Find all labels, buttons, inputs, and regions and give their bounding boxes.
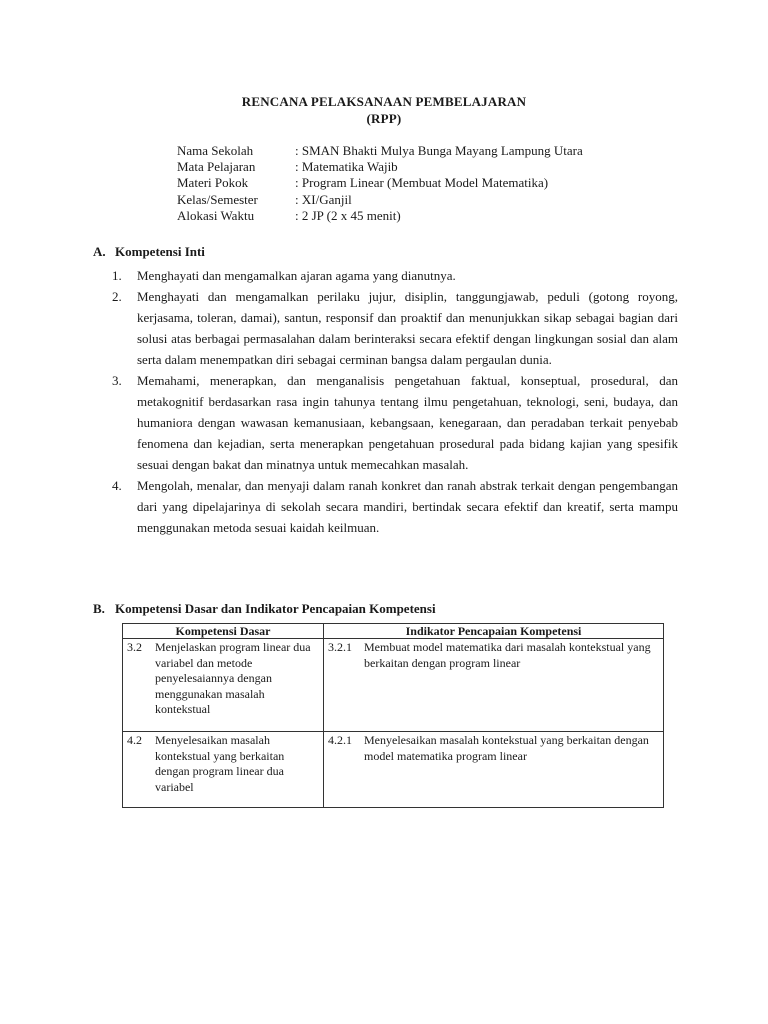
section-title: Kompetensi Inti: [115, 244, 205, 259]
list-number: 2.: [112, 289, 122, 304]
ipk-text: Membuat model matematika dari masalah kontekstual yang berkaitan dengan program linear: [364, 640, 651, 670]
info-row: [177, 192, 583, 208]
list-text: Mengolah, menalar, dan menyaji dalam ranah konkret dan ranah abstrak terkait dengan pengembangan dari yang dipelajarinya di sekolah secara mandiri, bertindak secara efektif dan kreatif, serta mampu menggunakan metoda sesuai kaidah keilmuan.: [137, 478, 678, 535]
document-title: RENCANA PELAKSANAAN PEMBELAJARAN: [241, 94, 527, 109]
section-b-heading: [93, 601, 436, 617]
info-row: [177, 175, 583, 191]
info-label: Materi Pokok: [177, 175, 249, 191]
list-number: 1.: [112, 268, 122, 283]
kd-text: Menjelaskan program linear dua variabel dan metode penyelesaiannya dengan menggunakan masalah kontekstual: [155, 640, 311, 716]
kd-cell: [123, 732, 324, 808]
info-label: Alokasi Waktu: [177, 207, 255, 223]
info-label: Nama Sekolah: [177, 143, 254, 158]
kd-cell: [123, 639, 324, 732]
table-row: [123, 732, 664, 808]
table-header-ipk: Indikator Pencapaian Kompetensi: [324, 624, 664, 639]
kompetensi-inti-list: [112, 265, 678, 538]
list-item: [112, 286, 678, 370]
info-label: Kelas/Semester: [177, 191, 258, 207]
list-text: Memahami, menerapkan, dan menganalisis pengetahuan faktual, konseptual, prosedural, dan metakognitif berdasarkan rasa ingin tahunya tentang ilmu pengetahuan, teknologi, seni, budaya, dan humaniora dengan wawasan kemanusiaan, kebangsaan, kenegaraan, dan peradaban terkait penyebab fenomena dan kejadian, serta menerapkan pengetahuan prosedural pada bidang kajian yang spesifik sesuai dengan bakat dan minatnya untuk memecahkan masalah.: [137, 373, 678, 472]
section-a-heading: [93, 244, 205, 260]
kd-text: Menyelesaikan masalah kontekstual yang berkaitan dengan program linear dua variabel: [155, 733, 285, 794]
ipk-cell: [324, 732, 664, 808]
list-number: 4.: [112, 478, 122, 493]
list-text: Menghayati dan mengamalkan perilaku jujur, disiplin, tanggungjawab, peduli (gotong royong, kerjasama, toleran, damai), santun, responsif dan proaktif dan menunjukkan sikap sebagai bagian dari solusi atas berbagai permasalahan dalam berinteraksi secara efektif dengan lingkungan sosial dan alam serta dalam menempatkan diri sebagai cerminan bangsa dalam pergaulan dunia.: [137, 289, 678, 367]
list-item: [112, 370, 678, 475]
section-letter: A.: [93, 244, 106, 259]
list-text: Menghayati dan mengamalkan ajaran agama yang dianutnya.: [137, 268, 456, 283]
info-value: : Program Linear (Membuat Model Matematika): [295, 175, 549, 191]
info-value: : Matematika Wajib: [295, 159, 398, 175]
info-value: : 2 JP (2 x 45 menit): [295, 207, 401, 223]
ipk-number: 4.2.1: [328, 733, 352, 747]
list-item: [112, 475, 678, 538]
list-item: [112, 265, 678, 286]
section-title: Kompetensi Dasar dan Indikator Pencapaian Kompetensi: [115, 601, 436, 616]
info-label: Mata Pelajaran: [177, 159, 256, 175]
kd-number: 3.2: [127, 640, 142, 654]
ipk-text: Menyelesaikan masalah kontekstual yang berkaitan dengan model matematika program linear: [364, 733, 649, 763]
kd-number: 4.2: [127, 733, 142, 747]
ipk-number: 3.2.1: [328, 640, 352, 654]
info-value: : SMAN Bhakti Mulya Bunga Mayang Lampung Utara: [295, 143, 583, 158]
section-letter: B.: [93, 601, 105, 616]
info-row: [177, 208, 583, 224]
competency-table: [122, 623, 664, 808]
identity-block: [177, 143, 583, 224]
table-header-row: [123, 624, 664, 639]
list-number: 3.: [112, 373, 122, 388]
info-value: : XI/Ganjil: [295, 191, 352, 207]
table-row: [123, 639, 664, 732]
info-row: [177, 143, 583, 159]
table-header-kd: Kompetensi Dasar: [123, 624, 324, 639]
info-row: [177, 159, 583, 175]
document-subtitle: (RPP): [366, 111, 402, 126]
ipk-cell: [324, 639, 664, 732]
